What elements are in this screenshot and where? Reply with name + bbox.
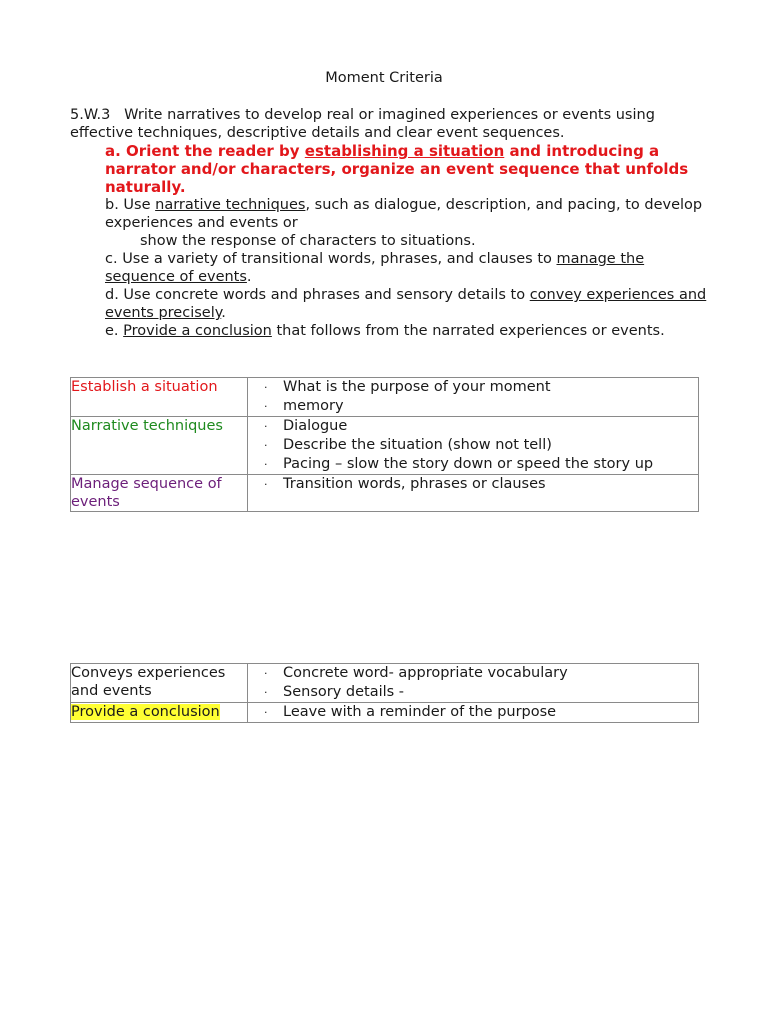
criterion-cell: Narrative techniques — [71, 417, 248, 475]
standard-item-e — [70, 322, 710, 340]
item-a-rest: and introducing a narrator and/or characters, organize an event sequence that unfolds naturally. — [105, 142, 689, 196]
standard-block — [70, 106, 710, 340]
table-row — [71, 664, 699, 703]
standard-item-d — [70, 286, 710, 322]
table-row — [71, 378, 699, 417]
criterion-cell: Manage sequence of events — [71, 475, 248, 512]
item-b-lead: b. Use — [105, 197, 156, 213]
bullet-item: · Pacing – slow the story down or speed the story up — [264, 455, 698, 474]
standard-item-b-continued: show the response of characters to situations. — [140, 233, 476, 249]
item-c-lead: c. Use a variety of transitional words, phrases, and clauses to — [105, 251, 557, 267]
bullet-item: · Concrete word- appropriate vocabulary — [264, 664, 698, 683]
item-d-lead: d. Use concrete words and phrases and sensory details to — [105, 287, 530, 303]
table-row — [71, 703, 699, 723]
item-e-lead: e. — [105, 323, 124, 339]
criteria-table-2 — [70, 663, 699, 723]
bullet-item: · Transition words, phrases or clauses — [264, 475, 698, 494]
bullet-item: · Describe the situation (show not tell) — [264, 436, 698, 455]
item-a-key-phrase: establishing a situation — [304, 142, 505, 160]
standard-item-a — [70, 142, 710, 196]
bullet-item: · Leave with a reminder of the purpose — [264, 703, 698, 722]
bullet-item: · memory — [264, 397, 698, 416]
criteria-table-1 — [70, 377, 699, 512]
bullet-item: · Sensory details - — [264, 683, 698, 702]
item-d-rest: . — [221, 305, 226, 321]
criterion-cell: Establish a situation — [71, 378, 248, 417]
standard-item-c — [70, 250, 710, 286]
item-e-rest: that follows from the narrated experiences or events. — [271, 323, 665, 339]
table-row — [71, 475, 699, 512]
bullet-item: · What is the purpose of your moment — [264, 378, 698, 397]
standard-code: 5.W.3 — [70, 107, 111, 123]
criterion-cell: Conveys experiences and events — [71, 664, 248, 703]
item-c-key-phrase: manage the sequence of events — [105, 251, 645, 285]
table-row — [71, 417, 699, 475]
item-a-lead: a. Orient the reader by — [105, 142, 305, 160]
bullets-cell — [248, 475, 699, 512]
bullet-item: · Dialogue — [264, 417, 698, 436]
highlighted-criterion: Provide a conclusion — [71, 704, 220, 720]
bullets-cell — [248, 417, 699, 475]
item-e-key-phrase: Provide a conclusion — [123, 323, 272, 339]
item-c-rest: . — [246, 269, 252, 285]
item-d-key-phrase: convey experiences and events precisely — [105, 287, 707, 321]
criterion-cell — [71, 703, 248, 723]
standard-item-b — [70, 196, 710, 232]
bullets-cell — [248, 703, 699, 723]
bullets-cell — [248, 664, 699, 703]
item-b-key-phrase: narrative techniques — [155, 197, 306, 213]
standard-description: Write narratives to develop real or imagined experiences or events using effective techniques, descriptive details and clear event sequences. — [70, 107, 655, 141]
page-title: Moment Criteria — [325, 70, 443, 86]
item-b-rest: , such as dialogue, description, and pacing, to develop experiences and events or — [105, 197, 703, 231]
standard-intro — [70, 106, 710, 142]
bullets-cell — [248, 378, 699, 417]
